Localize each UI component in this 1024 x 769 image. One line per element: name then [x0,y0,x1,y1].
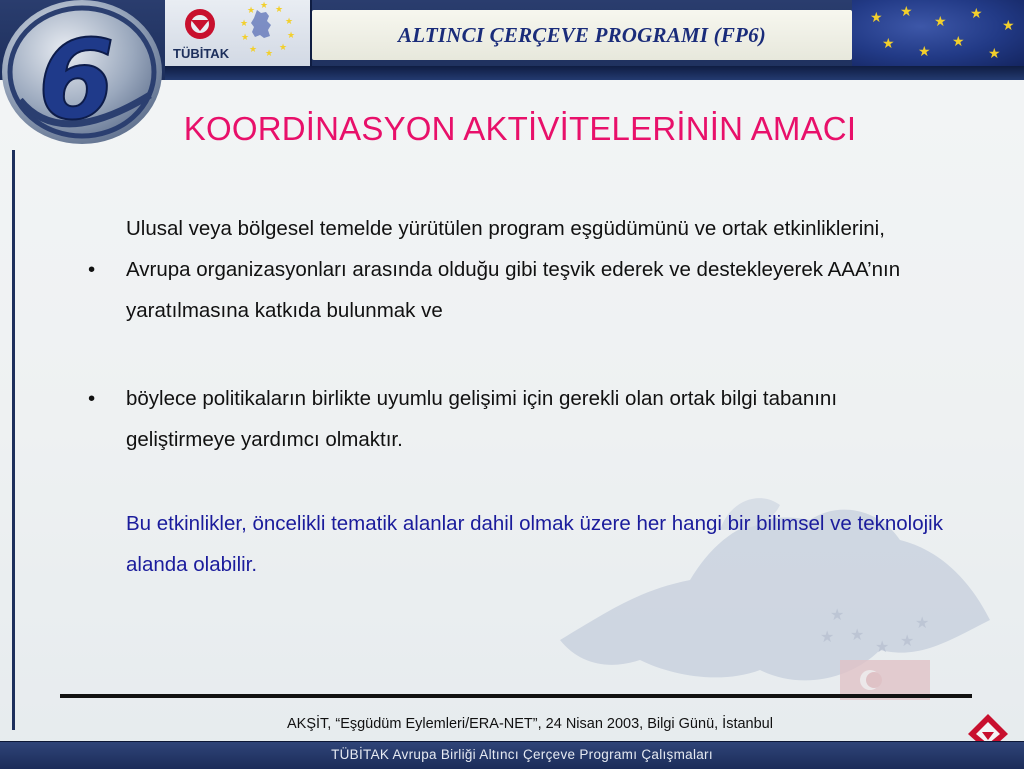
svg-text:6: 6 [38,16,115,144]
program-title-box [312,10,852,60]
svg-text:★: ★ [830,605,845,624]
svg-text:★: ★ [240,19,249,29]
paragraph-text: Ulusal veya bölgesel temelde yürütülen program eşgüdümünü ve ortak etkinliklerini, [126,217,885,240]
svg-text:★: ★ [820,627,835,646]
eu-flag-icon: ★ ★ ★ ★ ★ ★ ★ ★ ★ [852,0,1024,66]
paragraph-1 [70,208,950,249]
paragraph-text: Bu etkinlikler, öncelikli tematik alanlar dahil olmak üzere her hangi bir bilimsel ve teknolojik alanda olabilir. [126,512,943,576]
svg-text:★: ★ [287,31,296,41]
svg-text:★: ★ [285,17,294,27]
paragraph-text: Avrupa organizasyonları arasında olduğu gibi teşvik ederek ve destekleyerek AAA’nın yaratılmasına katkıda bulunmak ve [126,258,901,322]
slide-title: KOORDİNASYON AKTİVİTELERİNİN AMACI [183,110,857,147]
bottom-divider [60,694,972,698]
svg-text:★: ★ [875,637,890,656]
svg-text:★: ★ [279,43,288,53]
svg-text:★: ★ [850,625,865,644]
svg-text:★: ★ [900,631,915,650]
paragraph-text: böylece politikaların birlikte uyumlu gelişimi için gerekli olan ortak bilgi tabanını geliştirmeye yardımcı olmaktır. [126,387,838,451]
svg-text:★: ★ [260,1,269,11]
tubitak-logo-panel [165,0,312,66]
bullet-item [70,249,950,331]
citation: AKŞİT, “Eşgüdüm Eylemleri/ERA-NET”, 24 Nisan 2003, Bilgi Günü, İstanbul [287,716,773,732]
highlight-paragraph [70,503,950,585]
footer-bar [0,741,1024,769]
svg-text:TÜBİTAK: TÜBİTAK [173,46,230,61]
svg-text:★: ★ [247,6,256,16]
svg-text:★: ★ [241,33,250,43]
header-stripe [165,66,1024,80]
bullet-glyph: • [88,258,96,281]
bullet-item [70,378,950,460]
program-title: ALTINCI ÇERÇEVE PROGRAMI (FP6) [398,22,766,47]
bullet-glyph: • [88,387,96,410]
slide-content [70,208,950,585]
footer-text: TÜBİTAK Avrupa Birliği Altıncı Çerçeve Programı Çalışmaları [331,747,713,762]
svg-text:★: ★ [275,5,284,15]
svg-text:★: ★ [249,45,258,55]
tubitak-logo-icon [165,0,310,66]
svg-text:★: ★ [915,613,930,632]
svg-text:★: ★ [265,49,274,59]
left-vertical-rule [12,150,15,730]
